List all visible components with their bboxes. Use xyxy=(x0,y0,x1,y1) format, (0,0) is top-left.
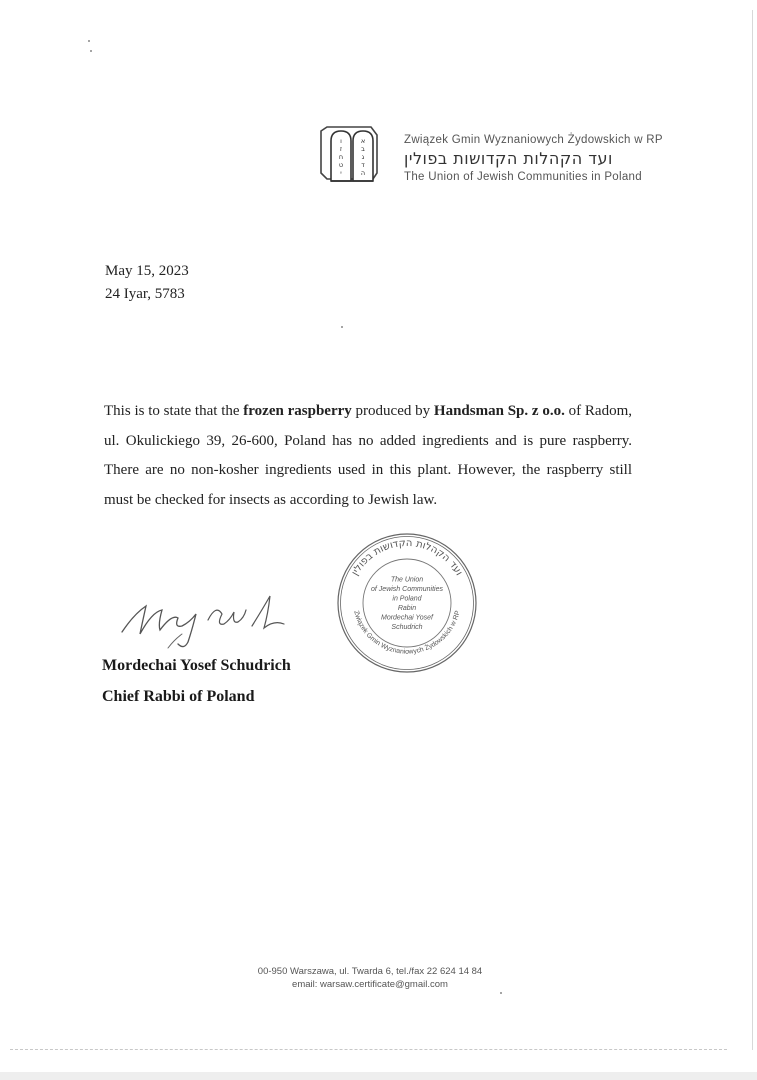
svg-text:The Union: The Union xyxy=(390,576,424,584)
scan-speck xyxy=(500,992,502,994)
signatory-name: Mordechai Yosef Schudrich xyxy=(102,657,291,674)
svg-text:Schudrich: Schudrich xyxy=(391,623,423,631)
scan-speck xyxy=(90,50,92,52)
date-hebrew: 24 Iyar, 5783 xyxy=(105,286,185,302)
svg-text:of Jewish Communities: of Jewish Communities xyxy=(371,585,443,593)
body-text-part: of Radom, ul. Okulickiego 39, 26-600, Poland has no added ingredients and is pure raspberry. There are no non-kosher ingredients used in this plant. However, the raspberry still must be checked for insects as according to Jewish law. xyxy=(104,403,632,508)
scan-edge xyxy=(752,10,753,1050)
scan-bottom-strip xyxy=(0,1072,757,1080)
scan-bottom-rule xyxy=(10,1049,727,1051)
letterhead-polish-name: Związek Gmin Wyznaniowych Żydowskich w RP xyxy=(404,134,663,146)
scan-speck xyxy=(88,40,90,42)
svg-text:וזחטי: ו ז ח ט י xyxy=(338,137,344,177)
tablets-logo-icon xyxy=(313,121,383,187)
scan-speck xyxy=(341,326,343,328)
official-stamp xyxy=(336,532,478,674)
letterhead-hebrew-name: ועד הקהלות הקדושות בפולין xyxy=(404,149,613,168)
svg-text:in Poland: in Poland xyxy=(392,595,422,603)
svg-text:Rabin: Rabin xyxy=(397,604,417,612)
svg-text:ועד הקהלות הקדושות בפולין: ועד הקהלות הקדושות בפולין xyxy=(349,537,465,578)
footer-email: email: warsaw.certificate@gmail.com xyxy=(292,979,448,990)
svg-text:Mordechai Yosef: Mordechai Yosef xyxy=(380,614,434,622)
handwritten-signature xyxy=(112,584,298,658)
svg-text:Związek Gmin Wyznaniowych Żydo: Związek Gmin Wyznaniowych Żydowskich w RP xyxy=(352,609,462,656)
date-gregorian: May 15, 2023 xyxy=(105,263,189,279)
footer-address: 00-950 Warszawa, ul. Twarda 6, tel./fax 22 624 14 84 xyxy=(257,966,483,977)
svg-text:אבגדה: א ב ג ד ה xyxy=(360,137,366,177)
product-name: frozen raspberry xyxy=(243,403,352,419)
body-text-part: This is to state that the xyxy=(104,403,244,419)
body-text-part: produced by xyxy=(351,403,434,419)
certificate-body xyxy=(104,397,632,515)
signatory-title: Chief Rabbi of Poland xyxy=(102,688,255,705)
company-name: Handsman Sp. z o.o. xyxy=(433,403,565,419)
letterhead-english-name: The Union of Jewish Communities in Poland xyxy=(404,171,642,183)
